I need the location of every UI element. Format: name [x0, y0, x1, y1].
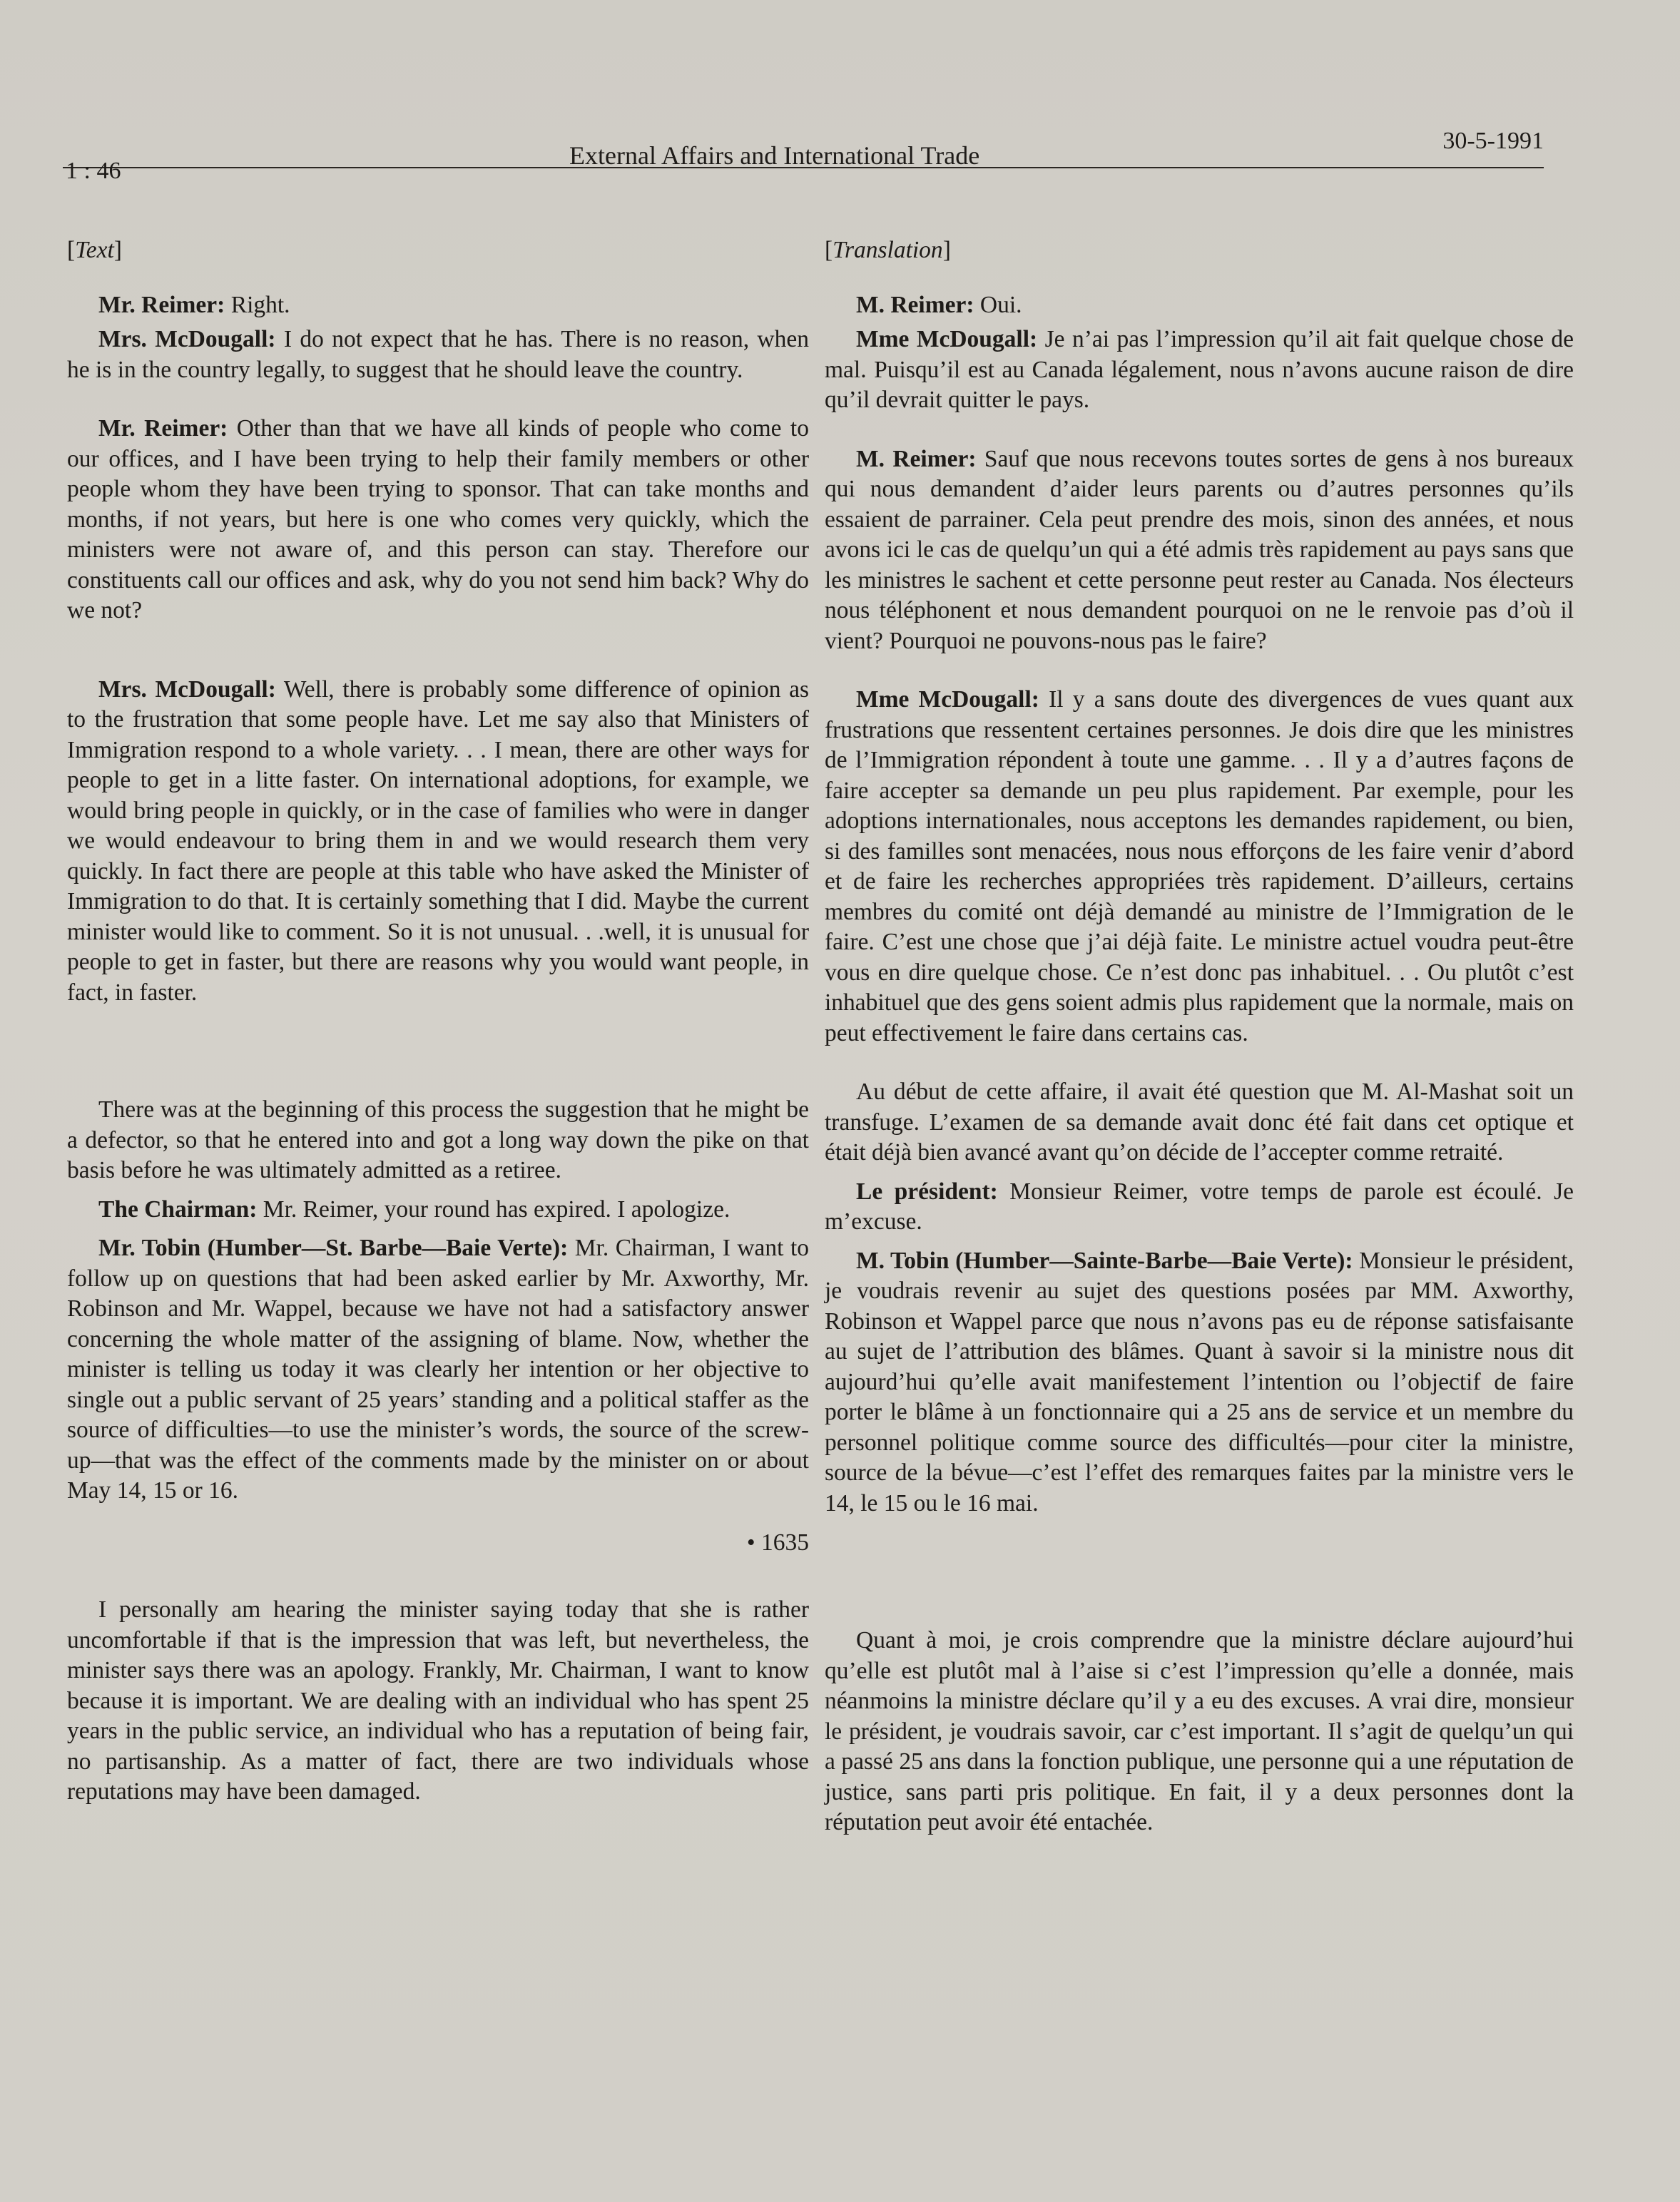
statement-mcdougall-1: Mrs. McDougall: I do not expect that he has. There is no reason, when he is in the country legally, to suggest that he should leave the country. [67, 326, 809, 383]
speaker-name: Mrs. McDougall: [98, 326, 276, 352]
speaker-name: Le président: [856, 1178, 998, 1205]
statement-tobin-1-fr: M. Tobin (Humber—Sainte-Barbe—Baie Verte): Monsieur le président, je voudrais revenir au sujet des questions posées par MM. Axworthy, Robinson et Wappel parce que nous n’avons pas eu de réponse satisfaisante au sujet de l’attribution des blâmes. Quant à savoir si la ministre nous dit aujourd’hui qu’elle avait manifestement l’intention ou l’objectif de faire porter le blâme à un fonctionnaire qui a 25 ans de service et un membre du personnel politique comme source des difficultés—pour citer la ministre, source de la bévue—c’est l’effet des remarques faites par la ministre vers le 14, le 15 ou le 16 mai. [825, 1247, 1574, 1517]
speaker-name: M. Reimer: [856, 445, 977, 472]
english-column [67, 235, 809, 1808]
statement-tobin-1: Mr. Tobin (Humber—St. Barbe—Baie Verte): Mr. Chairman, I want to follow up on questions that had been asked earlier by Mr. Axworthy, Mr. Robinson and Mr. Wappel, because we have not had a satisfactory answer concerning the whole matter of the assigning of blame. Now, whether the minister is telling us today it was clearly her intention or her objective to single out a public servant of 25 years’ standing and a political staffer as the source of difficulties—to use the minister’s words, the source of the screw-up—that was the effect of the comments made by the minister on or about May 14, 15 or 16. [67, 1235, 810, 1504]
speaker-name: Mme McDougall: [856, 686, 1039, 713]
running-title: External Affairs and International Trade [569, 141, 980, 170]
statement-mcdougall-2: Mrs. McDougall: Well, there is probably some difference of opinion as to the frustration that some people have. Let me say also that Ministers of Immigration respond to a whole variety. . . I mean, there are other ways for people to get in a litte faster. On international adoptions, for example, we would bring people in quickly, or in the case of families who were in danger we would endeavour to bring them in and we would research them very quickly. In fact there are people at this table who have asked the Minister of Immigration to do that. It is certainly something that I did. Maybe the current minister would like to comment. So it is not unusual. . .well, it is unusual for people to get in faster, but there are reasons why you would want people, in fact, in faster. [67, 676, 810, 1006]
speaker-name: Mr. Reimer: [98, 415, 228, 442]
statement-reimer-2: Mr. Reimer: Other than that we have all kinds of people who come to our offices, and I have been trying to help their family members or other people whom they have been trying to sponsor. That can take months and months, if not years, but here is one who comes very quickly, which the ministers were not aware of, and this person can stay. Therefore our constituents call our offices and ask, why do you not send him back? Why do we not? [67, 415, 809, 623]
statement-president-fr: Le président: Monsieur Reimer, votre temps de parole est écoulé. Je m’excuse. [825, 1178, 1574, 1235]
translation-label: [Translation] [825, 237, 951, 263]
speaker-name: Mr. Tobin (Humber—St. Barbe—Baie Verte): [98, 1235, 569, 1261]
session-date: 30-5-1991 [1442, 128, 1544, 154]
statement-mcdougall-1-fr: Mme McDougall: Je n’ai pas l’impression qu’il ait fait quelque chose de mal. Puisqu’il est au Canada légalement, nous n’avons aucune raison de dire qu’il devrait quitter le pays. [825, 326, 1574, 413]
text-label: [Text] [67, 237, 122, 263]
time-marker: • 1635 [746, 1529, 809, 1556]
statement-tobin-2-fr: Quant à moi, je crois comprendre que la ministre déclare aujourd’hui qu’elle est plutôt mal à l’aise si c’est l’impression qu’elle a donnée, mais néanmoins la ministre déclare qu’il y a eu des excuses. A vrai dire, monsieur le président, je voudrais savoir, car c’est important. Il s’agit de quelqu’un qui a passé 25 ans dans la fonction publique, une personne qui a une réputation de justice, sans parti pris politique. En fait, il y a deux personnes dont la réputation peut avoir été entachée. [825, 1627, 1574, 1835]
speaker-name: Mr. Reimer: [98, 291, 225, 318]
speaker-name: The Chairman: [98, 1196, 258, 1223]
statement-mcdougall-2-fr: Mme McDougall: Il y a sans doute des divergences de vues quant aux frustrations que ressentent certaines personnes. Je dois dire que les ministres de l’Immigration répondent à toute une gamme. . . Il y a d’autres façons de faire accepter sa demande un peu plus rapidement. Par exemple, pour les adoptions internationales, nous acceptons les demandes rapidement, ou bien, si des familles sont menacées, nous nous efforçons de les faire venir d’abord et de faire les recherches appropriées très rapidement. D’ailleurs, certains membres du comité ont déjà demandé au ministre de l’Immigration de le faire. C’est une chose que j’ai déjà faite. Le ministre actuel voudra peut-être vous en dire quelque chose. Ce n’est donc pas inhabituel. . . Ou plutôt c’est inhabituel que des gens soient admis plus rapidement que la normale, mais on peut effectivement le faire dans certains cas. [825, 686, 1574, 1046]
statement-reimer-1: Mr. Reimer: Right. [98, 291, 290, 318]
statement-chairman: The Chairman: Mr. Reimer, your round has expired. I apologize. [98, 1196, 730, 1223]
page-header [63, 128, 1544, 184]
statement-tobin-2: I personally am hearing the minister saying today that she is rather uncomfortable if that is the impression that was left, but nevertheless, the minister says there was an apology. Frankly, Mr. Chairman, I want to know because it is important. We are dealing with an individual who has spent 25 years in the public service, an individual who has a reputation of being fair, no partisanship. As a matter of fact, there are two individuals whose reputations may have been damaged. [67, 1596, 809, 1805]
french-column [825, 235, 1574, 1838]
speaker-name: M. Reimer: [856, 291, 974, 318]
statement-reimer-2-fr: M. Reimer: Sauf que nous recevons toutes sortes de gens à nos bureaux qui nous demandent d’aider leurs parents ou d’autres personnes qu’ils essaient de parrainer. Cela peut prendre des mois, sinon des années, et nous avons ici le cas de quelqu’un qui a été admis très rapidement au pays sans que les ministres le sachent et cette personne peut rester au Canada. Nos électeurs nous téléphonent et nous demandent pourquoi on ne le renvoie pas d’où il vient? Pourquoi ne pouvons-nous pas le faire? [825, 445, 1574, 654]
speaker-name: M. Tobin (Humber—Sainte-Barbe—Baie Verte): [856, 1247, 1353, 1274]
speaker-name: Mme McDougall: [856, 326, 1038, 352]
statement-mcdougall-3-fr: Au début de cette affaire, il avait été question que M. Al-Mashat soit un transfuge. L’examen de sa demande avait donc été fait dans cet optique et était déjà bien avancé avant qu’on décide de l’accepter comme retraité. [825, 1079, 1574, 1166]
speaker-name: Mrs. McDougall: [98, 676, 276, 703]
statement-reimer-1-fr: M. Reimer: Oui. [856, 291, 1022, 318]
page-number: 1 : 46 [66, 158, 121, 184]
statement-mcdougall-3: There was at the beginning of this process the suggestion that he might be a defector, so that he entered into and got a long way down the pike on that basis before he was ultimately admitted as a retiree. [67, 1096, 809, 1183]
